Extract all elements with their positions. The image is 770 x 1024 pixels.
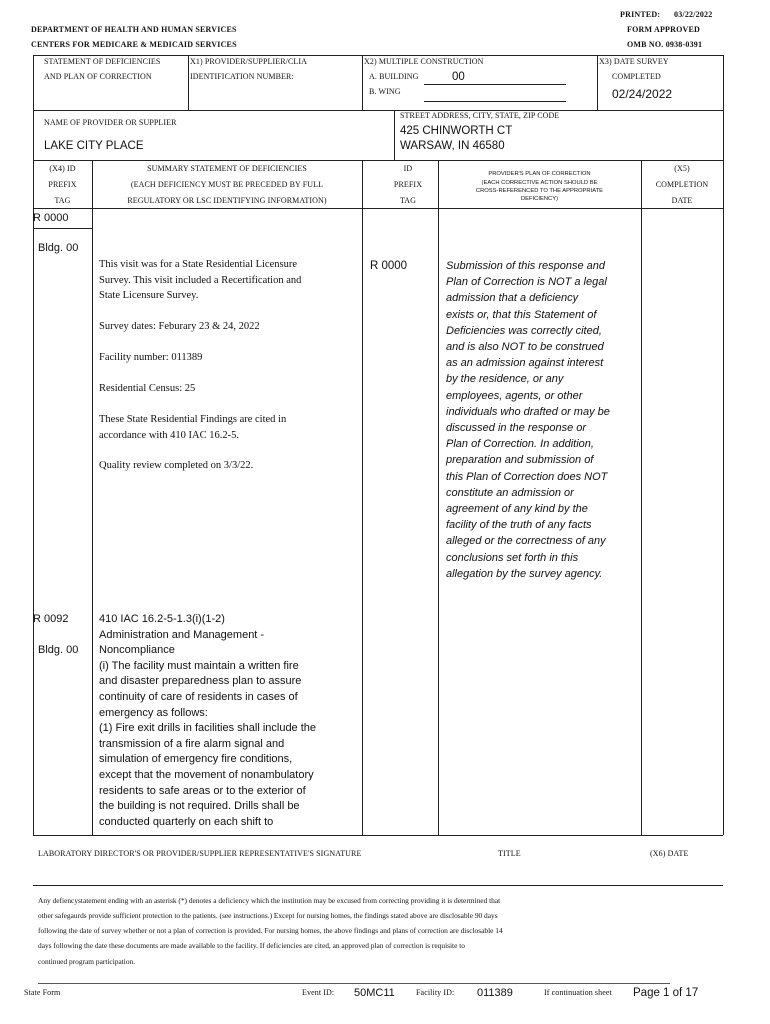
footnote-line-2: other safegaurds provide sufficient protection to the patients. (see instructions.) Except for nursing homes, the findings stated above are disclosable 90 days [38,911,498,920]
x4-id-label: (X4) ID [49,164,76,173]
event-id-value: 50MC11 [354,987,395,999]
x4-tag-label: TAG [54,196,71,205]
department-name: DEPARTMENT OF HEALTH AND HUMAN SERVICES [31,25,237,34]
date-completed: 02/24/2022 [612,87,673,101]
provider-row-mid-rule [394,110,395,160]
plan-header-2: (EACH CORRECTIVE ACTION SHOULD BE [481,180,598,186]
statement-label-1: STATEMENT OF DEFICIENCIES [44,57,161,66]
id-prefix-label: PREFIX [393,180,423,189]
summary-header-3: REGULATORY OR LSC IDENTIFYING INFORMATION) [127,196,327,205]
top-box-div-2 [362,55,363,110]
address-line-1: 425 CHINWORTH CT [400,125,513,137]
continuation-label: If continuation sheet [544,988,612,997]
x4-prefix-label: PREFIX [48,180,77,189]
col-rule-id [438,160,439,835]
wing-label: B. WING [369,87,401,96]
entry-2-building: Bldg. 00 [38,644,79,656]
table-bottom-rule [33,835,723,836]
entry-2-text: 410 IAC 16.2-5-1.3(i)(1-2) Administration and Management - Noncompliance (i) The facility must maintain a written fire and disaster preparedness plan to assure continuity of care of residents in cases of emergency as follows: (1) Fire exit drills in facilities shall include the transmission of a fire alarm signal and simulation of emergency fire conditions, except that the movement of nonambulatory residents to safe areas or to the exterior of the building is not required. Drills shall be conducted quarterly on each shift to [99,613,317,828]
building-value: 00 [452,71,465,83]
provider-row-right-rule [723,110,724,160]
entry-1-survey-dates: Survey dates: Feburary 23 & 24, 2022 [99,321,260,332]
top-box-left-rule [33,55,34,110]
printed-date: 03/22/2022 [674,10,713,19]
page-number: Page 1 of 17 [633,987,699,999]
top-box-bottom-rule-left [33,110,363,111]
top-box-div-1 [188,55,189,110]
event-id-label: Event ID: [302,988,335,997]
top-box-bottom-rule-right [597,110,723,111]
identification-number-label: IDENTIFICATION NUMBER: [190,72,294,81]
x5-completion-label: COMPLETION [655,180,709,189]
provider-row-left-rule [33,110,34,160]
col-rule-left [33,160,34,835]
top-box-div-3 [597,55,598,110]
building-label: A. BUILDING [369,72,419,81]
building-underline [424,84,566,85]
omb-number: OMB NO. 0938-0391 [627,40,703,49]
top-box-top-rule [33,55,723,56]
date-survey-label: X3) DATE SURVEY [599,57,669,66]
footnote-line-4: days following the date these documents are made available to the facility. If deficiencies are cited, an approved plan of correction is requisite to [38,941,465,950]
id-tag-label: TAG [399,196,417,205]
entry-1-text: This visit was for a State Residential Licensure Survey. This visit included a Recertification and State Licensure Survey. [99,259,302,302]
centers-name: CENTERS FOR MEDICARE & MEDICAID SERVICES [31,40,237,49]
facility-id-label: Facility ID: [416,988,455,997]
state-form-label: State Form [24,988,61,997]
entry-2-tag: R 0092 [33,613,69,625]
signature-bottom-rule [33,885,723,886]
x5-label: (X5) [674,164,690,173]
plan-header-4: DEFICIENCY) [520,196,559,202]
summary-header-1: SUMMARY STATEMENT OF DEFICIENCIES [147,164,307,173]
address-line-2: WARSAW, IN 46580 [400,140,505,152]
provider-name: LAKE CITY PLACE [44,140,144,152]
entry-1-quality-review: Quality review completed on 3/3/22. [99,460,254,471]
footer-rule [38,983,670,984]
col-header-top-rule [33,160,723,161]
form-approved: FORM APPROVED [627,25,701,34]
footnote-line-1: Any defiencystatement ending with an asterisk (*) denotes a deficiency which the institution may be excused from correcting providing it is determined that [38,896,501,905]
footnote-line-5: continued program participation. [38,957,136,966]
col-rule-prefix [92,160,93,835]
x5-date-label: DATE [671,196,693,205]
provider-id-label: X1) PROVIDER/SUPPLIER/CLIA [190,57,308,66]
plan-header-1: PROVIDER'S PLAN OF CORRECTION [488,171,591,177]
signature-label: LABORATORY DIRECTOR'S OR PROVIDER/SUPPLIER REPRESENTATIVE'S SIGNATURE [38,849,362,858]
wing-underline [424,101,566,102]
entry-1-plan-tag: R 0000 [370,260,408,272]
entry-1-census: Residential Census: 25 [99,383,196,394]
footnote-line-3: following the date of survey whether or not a plan of correction is provided. For nursing homes, the above findings and plans of correction are disclosable 14 [38,926,503,935]
summary-header-2: (EACH DEFICIENCY MUST BE PRECEDED BY FULL [130,180,324,189]
col-rule-summary [362,160,363,835]
col-header-bottom-rule [33,208,723,209]
entry-1-facility-number: Facility number: 011389 [99,352,203,363]
id-label: ID [403,164,413,173]
entry-1-findings: These State Residential Findings are cited in accordance with 410 IAC 16.2-5. [99,414,287,441]
statement-label-2: AND PLAN OF CORRECTION [44,72,152,81]
col-rule-plan [641,160,642,835]
entry-1-tag-rule [33,228,92,229]
x6-date-label: (X6) DATE [650,849,689,858]
completed-label: COMPLETED [612,72,661,81]
top-box-right-rule [723,55,724,110]
address-label: STREET ADDRESS, CITY, STATE, ZIP CODE [400,111,560,120]
entry-1-building: Bldg. 00 [38,242,79,254]
entry-1-tag: R 0000 [33,212,69,224]
facility-id-value: 011389 [477,987,513,999]
printed-label: PRINTED: [620,10,661,19]
col-rule-right [723,160,724,835]
multiple-construction-label: X2) MULTIPLE CONSTRUCTION [364,57,484,66]
entry-1-plan-text: Submission of this response and Plan of Correction is NOT a legal admission that a deficiency exists or, that this Statement of Deficiencies was correctly cited, and is also NOT to be construed as an admission against interest by the residence, or any employees, agents, or other individuals who drafted or may be discussed in the response or Plan of Correction. In addition, preparation and submission of this Plan of Correction does NOT constitute an admission or agreement of any kind by the facility of the truth of any facts alleged or the correctness of any conclusions set forth in this allegation by the survey agency. [446,260,610,580]
provider-name-label: NAME OF PROVIDER OR SUPPLIER [44,118,177,127]
plan-header-3: CROSS-REFERENCED TO THE APPROPRIATE [475,188,604,194]
title-label: TITLE [498,849,521,858]
